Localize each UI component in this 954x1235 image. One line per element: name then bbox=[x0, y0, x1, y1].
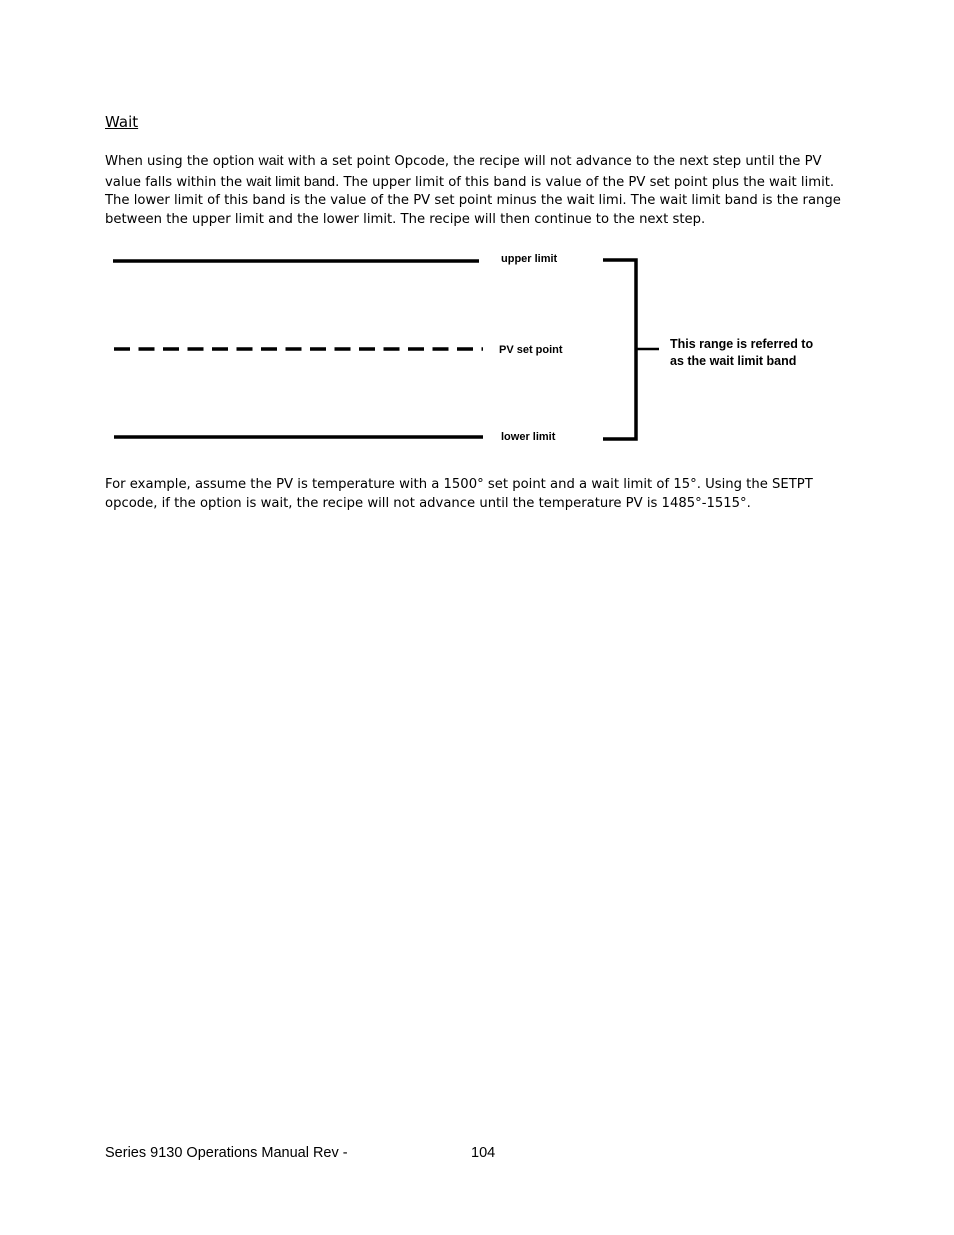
keyword-wait-limit-band: wait limit band bbox=[246, 172, 336, 189]
footer-manual-title: Series 9130 Operations Manual Rev - bbox=[105, 1145, 348, 1161]
example-paragraph: For example, assume the PV is temperature with a 1500° set point and a wait limit of 15°. Using the SETPT opcode, if the option is wait, the recipe will not advance until the temperature PV is 1485°-1515°. bbox=[105, 477, 813, 511]
section-heading: Wait bbox=[105, 113, 139, 131]
intro-text-part-2: with a set point Opcode, the recipe will not advance to the next step until the PV value falls within the bbox=[105, 154, 822, 190]
range-bracket bbox=[603, 260, 636, 439]
keyword-wait: wait bbox=[258, 152, 284, 168]
footer-page-number: 104 bbox=[471, 1145, 496, 1161]
bracket-note-line-1: This range is referred to bbox=[670, 337, 814, 351]
pv-set-point-label: PV set point bbox=[499, 344, 563, 356]
intro-paragraph bbox=[105, 151, 850, 229]
lower-limit-label: lower limit bbox=[501, 431, 556, 443]
bracket-note-line-2: as the wait limit band bbox=[670, 354, 797, 368]
intro-text-part-1: When using the option bbox=[105, 154, 259, 169]
intro-text-part-3: . The upper limit of this band is value of the PV set point plus the wait limit. The lower limit of this band is the value of the PV set point minus the wait limi. The wait limit band is the range between the upper limit and the lower limit. The recipe will then continue to the next step. bbox=[105, 174, 841, 227]
upper-limit-label: upper limit bbox=[501, 253, 558, 265]
